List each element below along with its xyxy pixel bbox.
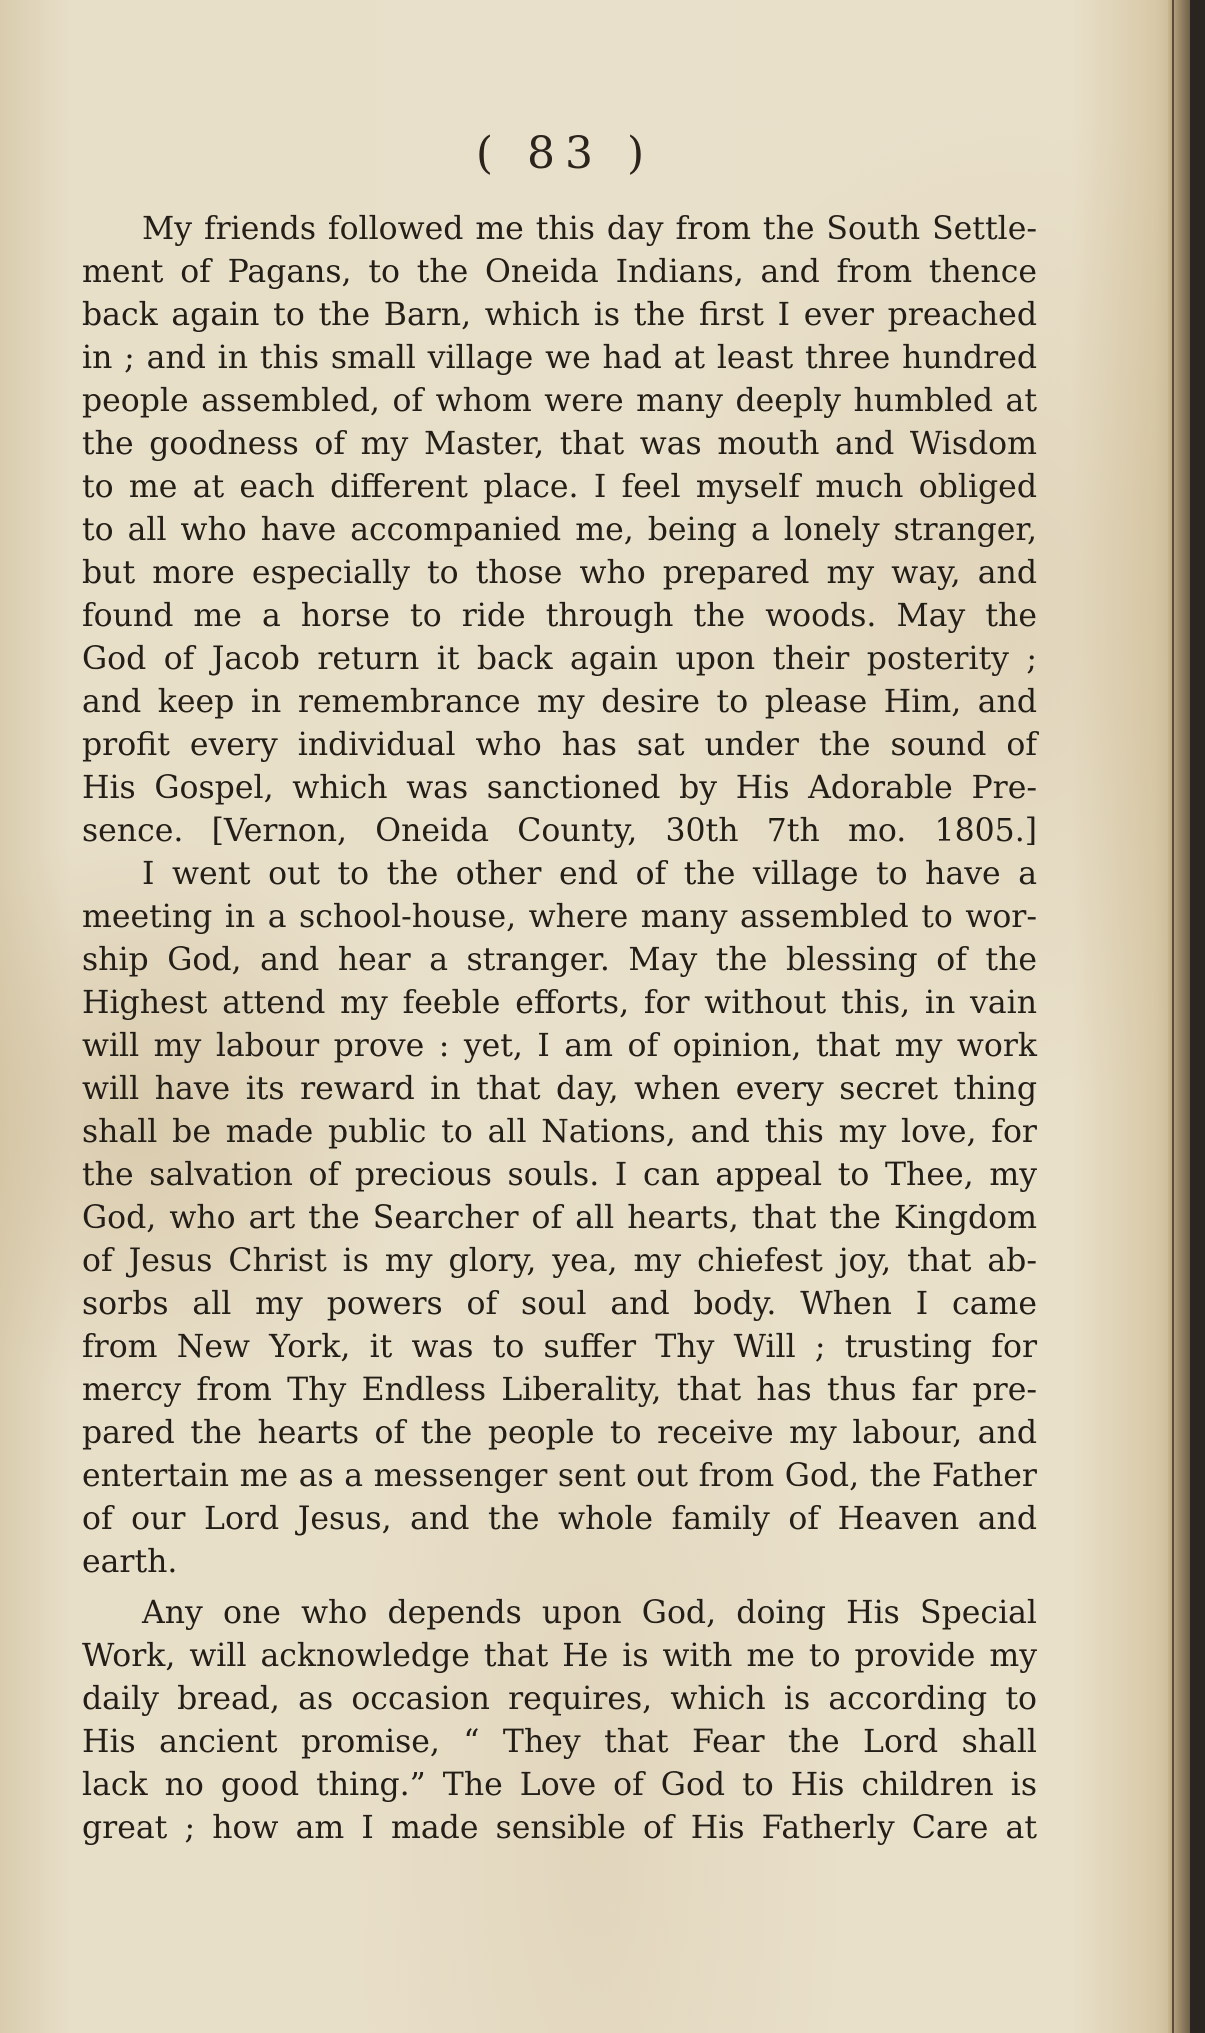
- text-line: but more especially to those who prepared my way, and: [82, 555, 1037, 591]
- text-line: My friends followed me this day from the South Settle-: [142, 211, 1037, 247]
- text-line: lack no good thing.” The Love of God to His children is: [82, 1767, 1037, 1803]
- text-line: the goodness of my Master, that was mouth and Wisdom: [82, 426, 1037, 462]
- text-line: people assembled, of whom were many deeply humbled at: [82, 383, 1037, 419]
- text-line: God, who art the Searcher of all hearts, that the Kingdom: [82, 1200, 1037, 1236]
- text-line: pared the hearts of the people to receive my labour, and: [82, 1415, 1037, 1451]
- text-line: will my labour prove : yet, I am of opinion, that my work: [82, 1028, 1037, 1064]
- text-line: His Gospel, which was sanctioned by His Adorable Pre-: [82, 770, 1037, 806]
- text-line: earth.: [82, 1544, 178, 1580]
- text-line: profit every individual who has sat under the sound of: [82, 727, 1037, 763]
- text-line: I went out to the other end of the village to have a: [142, 856, 1037, 892]
- text-line: Work, will acknowledge that He is with me to provide my: [82, 1638, 1037, 1674]
- body-text: [82, 208, 1037, 1850]
- text-line: from New York, it was to suffer Thy Will ; trusting for: [82, 1329, 1037, 1365]
- text-line: ship God, and hear a stranger. May the blessing of the: [82, 942, 1037, 978]
- text-line: meeting in a school-house, where many assembled to wor-: [82, 899, 1037, 935]
- paragraph-gap: [82, 1584, 1037, 1592]
- text-line: great ; how am I made sensible of His Fatherly Care at: [82, 1810, 1037, 1846]
- text-line: sence. [Vernon, Oneida County, 30th 7th mo. 1805.]: [82, 813, 1037, 849]
- text-line: back again to the Barn, which is the first I ever preached: [82, 297, 1037, 333]
- text-line: God of Jacob return it back again upon their posterity ;: [82, 641, 1037, 677]
- text-line: found me a horse to ride through the woods. May the: [82, 598, 1037, 634]
- page-number: ( 83 ): [475, 128, 655, 179]
- page-binding-edge: [1168, 0, 1190, 2033]
- text-line: will have its reward in that day, when every secret thing: [82, 1071, 1037, 1107]
- text-line: shall be made public to all Nations, and this my love, for: [82, 1114, 1037, 1150]
- text-line: daily bread, as occasion requires, which is according to: [82, 1681, 1037, 1717]
- text-line: the salvation of precious souls. I can appeal to Thee, my: [82, 1157, 1037, 1193]
- text-line: ment of Pagans, to the Oneida Indians, and from thence: [82, 254, 1037, 290]
- text-line: of Jesus Christ is my glory, yea, my chiefest joy, that ab-: [82, 1243, 1037, 1279]
- text-line: to all who have accompanied me, being a lonely stranger,: [82, 512, 1037, 548]
- text-line: Any one who depends upon God, doing His Special: [142, 1595, 1037, 1631]
- text-line: to me at each different place. I feel myself much obliged: [82, 469, 1037, 505]
- text-line: entertain me as a messenger sent out from God, the Father: [82, 1458, 1037, 1494]
- text-line: Highest attend my feeble efforts, for without this, in vain: [82, 985, 1037, 1021]
- text-line: and keep in remembrance my desire to please Him, and: [82, 684, 1037, 720]
- text-line: mercy from Thy Endless Liberality, that has thus far pre-: [82, 1372, 1037, 1408]
- text-line: sorbs all my powers of soul and body. When I came: [82, 1286, 1037, 1322]
- text-line: in ; and in this small village we had at least three hundred: [82, 340, 1037, 376]
- text-line: His ancient promise, “ They that Fear the Lord shall: [82, 1724, 1037, 1760]
- text-line: of our Lord Jesus, and the whole family of Heaven and: [82, 1501, 1037, 1537]
